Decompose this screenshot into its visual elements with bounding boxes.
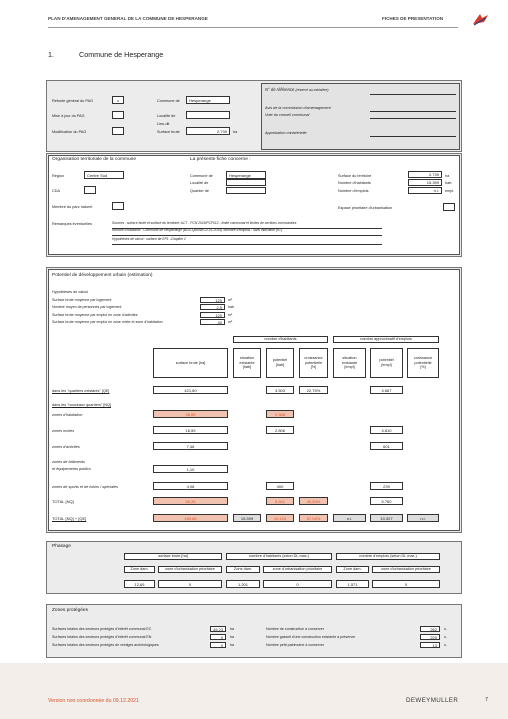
habitants-field[interactable]: 15.399 bbox=[408, 179, 442, 186]
refonte-label: Refonte général du PAG bbox=[52, 99, 94, 103]
hyp-unit-4: m² bbox=[228, 320, 233, 324]
zp-left-unit-1: ha bbox=[230, 627, 234, 631]
hyp-value-1[interactable]: 120 bbox=[200, 297, 225, 303]
quartier-label: Quartier de bbox=[190, 189, 209, 193]
row-label-total-all: TOTAL [NQ] + [QE] bbox=[52, 516, 87, 521]
modification-label: Modification du PAG bbox=[52, 130, 87, 134]
qe-pot-emp: 4.667 bbox=[370, 386, 403, 394]
avis-label: Avis de la commission d'aménagement bbox=[265, 106, 331, 110]
phasage-zone-dam-1: Zone dam. bbox=[124, 566, 155, 573]
phasage-value-4: 0 bbox=[263, 580, 332, 588]
zp-right-unit-2: u. bbox=[444, 635, 447, 639]
phasage-value-1: 12,65 bbox=[124, 580, 155, 588]
zp-right-value-2: 220 bbox=[420, 634, 440, 640]
zp-right-value-3: 13 bbox=[420, 642, 440, 648]
remarque-rule-1 bbox=[112, 228, 382, 229]
emplois-unit: empl. bbox=[445, 189, 455, 193]
quartier-field[interactable] bbox=[226, 187, 266, 194]
zp-right-label-1: Nombre de construction à conserver bbox=[266, 627, 324, 631]
phasage-group-surface: surface brute [ha] bbox=[124, 553, 222, 560]
hyp-label-2: Nombre moyen de personnes par logement bbox=[52, 305, 122, 309]
zp-left-label-2: Surfaces totales des secteurs protégés d'intérêt communal EN bbox=[52, 635, 152, 639]
commune-label: Commune de bbox=[157, 99, 180, 103]
organisation-title: Organisation territoriale de la commune bbox=[52, 157, 136, 162]
zp-left-value-2: 0 bbox=[210, 634, 226, 640]
phasage-value-6: 0 bbox=[372, 580, 440, 588]
commune2-label: Commune de bbox=[190, 174, 213, 178]
total-nq-croiss-hab: 40,53% bbox=[299, 497, 328, 505]
cda-label: CDA bbox=[52, 189, 61, 193]
phasage-zone-dam-3: Zone dam. bbox=[336, 566, 369, 573]
government-logo-icon bbox=[470, 12, 492, 28]
sports-pot-hab: 400 bbox=[266, 482, 294, 490]
reference-label: N° de référence (réservé au ministère) bbox=[265, 87, 329, 92]
mixtes-pot-hab: 2.806 bbox=[266, 426, 294, 434]
miseajour-label: Mise à jour du PAG bbox=[52, 114, 85, 118]
qe-surface: 421,60 bbox=[153, 386, 228, 394]
row-label-mixtes: zones mixtes bbox=[52, 429, 75, 433]
remarque-line-3: Hypothèses de calcul : surface de EP1 -Chapitre 2 bbox=[112, 237, 186, 241]
total-all-croiss-hab: 67,04% bbox=[299, 514, 328, 522]
localite2-field[interactable] bbox=[226, 179, 266, 186]
mixtes-surface: 16,59 bbox=[153, 426, 228, 434]
commune2-field[interactable]: Hesperange bbox=[226, 171, 266, 179]
total-all-surface: 189,66 bbox=[153, 514, 228, 522]
sports-surface: 4,08 bbox=[153, 482, 228, 490]
batiments-surface: 1,10 bbox=[153, 465, 228, 473]
total-nq-surface: 66,26 bbox=[153, 497, 228, 505]
sports-pot-emp: 239 bbox=[370, 482, 403, 490]
potentiel-title: Potentiel de développement urbain (estimation) bbox=[52, 273, 153, 278]
footer-page-number: 7 bbox=[485, 697, 488, 703]
approbation-label: Approbation ministérielle bbox=[265, 131, 307, 135]
zp-left-unit-3: ha bbox=[230, 643, 234, 647]
surface-unit: ha bbox=[233, 130, 238, 134]
group-header-habitants: nombre d'habitants bbox=[233, 336, 328, 343]
row-label-total-nq: TOTAL [NQ] bbox=[52, 499, 74, 504]
hyp-value-2[interactable]: 2,5 bbox=[200, 304, 225, 310]
header-right: FICHES DE PRESENTATION bbox=[382, 16, 444, 21]
lieudit-label: Lieu-dit bbox=[157, 122, 170, 126]
emplois-label: Nombre d'emplois bbox=[338, 189, 369, 193]
zp-left-unit-2: ha bbox=[230, 635, 234, 639]
region-field[interactable]: Centre Sud bbox=[84, 171, 124, 179]
zp-right-label-2: Nombre gabarit d'une construction existante à préserver bbox=[266, 635, 356, 639]
surface-field[interactable]: 2.739 bbox=[186, 127, 230, 135]
miseajour-checkbox[interactable] bbox=[112, 111, 124, 119]
espace-checkbox[interactable] bbox=[443, 203, 455, 211]
cda-checkbox[interactable] bbox=[84, 186, 96, 194]
surface-terr-unit: ha bbox=[445, 174, 450, 178]
region-label: Région bbox=[52, 174, 65, 178]
hyp-value-3[interactable]: 120 bbox=[200, 312, 225, 318]
habitants-unit: hab. bbox=[445, 181, 453, 185]
surface-label: Surface brute bbox=[157, 130, 180, 134]
fiche-title: La présente fiche concerne : bbox=[190, 157, 251, 162]
organisation-panel bbox=[48, 155, 460, 255]
surface-terr-field[interactable]: 2.739 bbox=[408, 171, 442, 178]
hyp-label-3: Surface brute moyenne par emploi en zone d'activités bbox=[52, 313, 138, 317]
hyp-unit-3: m² bbox=[228, 313, 233, 317]
remarque-rule-3 bbox=[112, 244, 382, 245]
refonte-checkbox[interactable]: x bbox=[112, 96, 124, 104]
header-left: PLAN D'AMENAGEMENT GENERAL DE LA COMMUNE DE HESPERANGE bbox=[48, 16, 208, 21]
row-label-activites: zones d'activités bbox=[52, 445, 80, 449]
hyp-value-4[interactable]: 40 bbox=[200, 319, 225, 325]
phasage-group-emplois: nombre d'emplois (selon DL max.) bbox=[336, 553, 440, 560]
modification-checkbox[interactable] bbox=[112, 127, 124, 135]
group-header-emplois: nombre approximatif d'emplois bbox=[333, 336, 439, 343]
total-all-sit-hab: 15.399 bbox=[233, 514, 261, 522]
zp-left-label-3: Surfaces totales des secteurs protégés de vestiges archéologiques bbox=[52, 643, 159, 647]
remarque-line-1: Sources : surface brute et surface du territoire: ACT - PCN 2016/PCF012 - limite communal et limites de sections communales bbox=[112, 221, 297, 225]
hypotheses-title: Hypothèses de calcul bbox=[52, 290, 89, 294]
avis-field[interactable] bbox=[370, 111, 456, 112]
col-header-croiss-emp: croissance potentielle [%] bbox=[407, 348, 439, 378]
phasage-zone-urb-1: zone d'urbanisation prioritaire bbox=[158, 566, 222, 573]
zp-right-label-3: Nombre petit patrimoine à conserver bbox=[266, 643, 325, 647]
col-header-pot-emp: potentiel [empl] bbox=[370, 348, 403, 378]
col-header-croiss-hab: croissance potentielle [%] bbox=[299, 348, 328, 378]
zp-left-value-1: 49,23 bbox=[210, 626, 226, 632]
phasage-zone-urb-3: zone d'urbanisation prioritaire bbox=[372, 566, 440, 573]
membre-label: Membre du parc naturel bbox=[52, 205, 93, 209]
emplois-field[interactable]: n.i. bbox=[408, 187, 442, 194]
phasage-group-habitants: nombre d'habitants (selon DL max.) bbox=[226, 553, 332, 560]
habitation-pot-hab: 2.388 bbox=[266, 410, 294, 418]
total-nq-pot-emp: 5.760 bbox=[370, 497, 403, 505]
header-rule bbox=[48, 27, 458, 28]
col-header-surface: surface brute [ha] bbox=[153, 348, 228, 378]
section-number: 1. bbox=[48, 50, 54, 59]
zp-left-value-3: 0 bbox=[210, 642, 226, 648]
localite-label: Localité de bbox=[157, 114, 176, 118]
zones-protegees-title: Zones protégées bbox=[52, 608, 89, 613]
qe-pot-hab: 3.503 bbox=[266, 386, 294, 394]
total-all-pot-emp: 10.327 bbox=[370, 514, 403, 522]
reference-field[interactable] bbox=[370, 94, 456, 95]
espace-label: Espace prioritaire d'urbanisation bbox=[338, 206, 393, 210]
row-label-sports: zones de sports et de loisirs / spéciales bbox=[52, 485, 119, 489]
localite2-label: Localité de bbox=[190, 181, 209, 185]
qe-croiss-hab: 22,75% bbox=[299, 386, 328, 394]
total-all-sit-emp: n.i. bbox=[333, 514, 366, 522]
phasage-value-2: 0 bbox=[158, 580, 222, 588]
remarque-line-2: Nombre d'habitants : Commune de Hesperange (BGS-Quoxan 22.01.2019) /Nombre d'emplois : sans indication (n.i.) bbox=[112, 228, 283, 232]
row-label-nq: dans les "nouveaux quartiers" [NQ] bbox=[52, 403, 112, 407]
phasage-value-5: 1.571 bbox=[336, 580, 369, 588]
total-nq-pot-hab: 5.601 bbox=[266, 497, 294, 505]
phasage-zone-urb-2: zone d'urbanisation prioritaire bbox=[263, 566, 332, 573]
zp-right-unit-3: u. bbox=[444, 643, 447, 647]
commune-field[interactable]: Hesperange bbox=[186, 96, 230, 104]
hyp-unit-2: hab. bbox=[228, 305, 235, 309]
phasage-zone-dam-2: Zone dam. bbox=[226, 566, 260, 573]
footer-brand: DEWEYMULLER bbox=[406, 697, 459, 704]
activites-pot-emp: 601 bbox=[370, 442, 403, 450]
zp-left-label-1: Surfaces totales des secteurs protégés d'intérêt communal EC bbox=[52, 627, 152, 631]
vote-field[interactable] bbox=[370, 118, 456, 119]
phasage-value-3: 1.201 bbox=[226, 580, 260, 588]
zp-right-value-1: 262 bbox=[420, 626, 440, 632]
mixtes-pot-emp: 4.810 bbox=[370, 426, 403, 434]
total-all-pot-hab: 10.104 bbox=[266, 514, 294, 522]
activites-surface: 7,46 bbox=[153, 442, 228, 450]
vote-label: Vote du conseil communal bbox=[265, 113, 310, 117]
hyp-label-1: Surface brute moyenne par logement bbox=[52, 298, 112, 302]
zp-right-unit-1: u. bbox=[444, 627, 447, 631]
habitants-label: Nombre d'habitants bbox=[338, 181, 371, 185]
membre-checkbox[interactable] bbox=[112, 202, 124, 210]
row-label-habitation: zones d'habitation bbox=[52, 413, 83, 417]
col-header-sit-hab: situation existante [hab] bbox=[233, 348, 261, 378]
surface-terr-label: Surface du territoire bbox=[338, 174, 372, 178]
hyp-unit-1: m² bbox=[228, 298, 233, 302]
footer-band bbox=[0, 663, 508, 719]
approbation-field[interactable] bbox=[370, 136, 456, 137]
total-all-croiss-emp: n.i. bbox=[407, 514, 439, 522]
remarque-rule-2 bbox=[112, 235, 382, 236]
hyp-label-4: Surface brute moyenne par emploi en zone mixte et zone d'habitation bbox=[52, 320, 163, 324]
row-label-batiments: zones de bâtiments et équipements publics bbox=[52, 460, 91, 472]
page-title: Commune de Hesperange bbox=[79, 50, 164, 59]
localite-field[interactable] bbox=[186, 111, 230, 119]
footer-version: Version non coordonnée du 09.12.2021 bbox=[48, 698, 139, 704]
row-label-qe: dans les "quartiers existants" [QE] bbox=[52, 389, 110, 393]
habitation-surface: 36,89 bbox=[153, 410, 228, 418]
col-header-sit-emp: situation existante [empl] bbox=[333, 348, 366, 378]
phasage-title: Phasage bbox=[52, 544, 71, 549]
remarques-label: Remarques éventuelles bbox=[52, 222, 92, 226]
col-header-pot-hab: potentiel [hab] bbox=[266, 348, 294, 378]
